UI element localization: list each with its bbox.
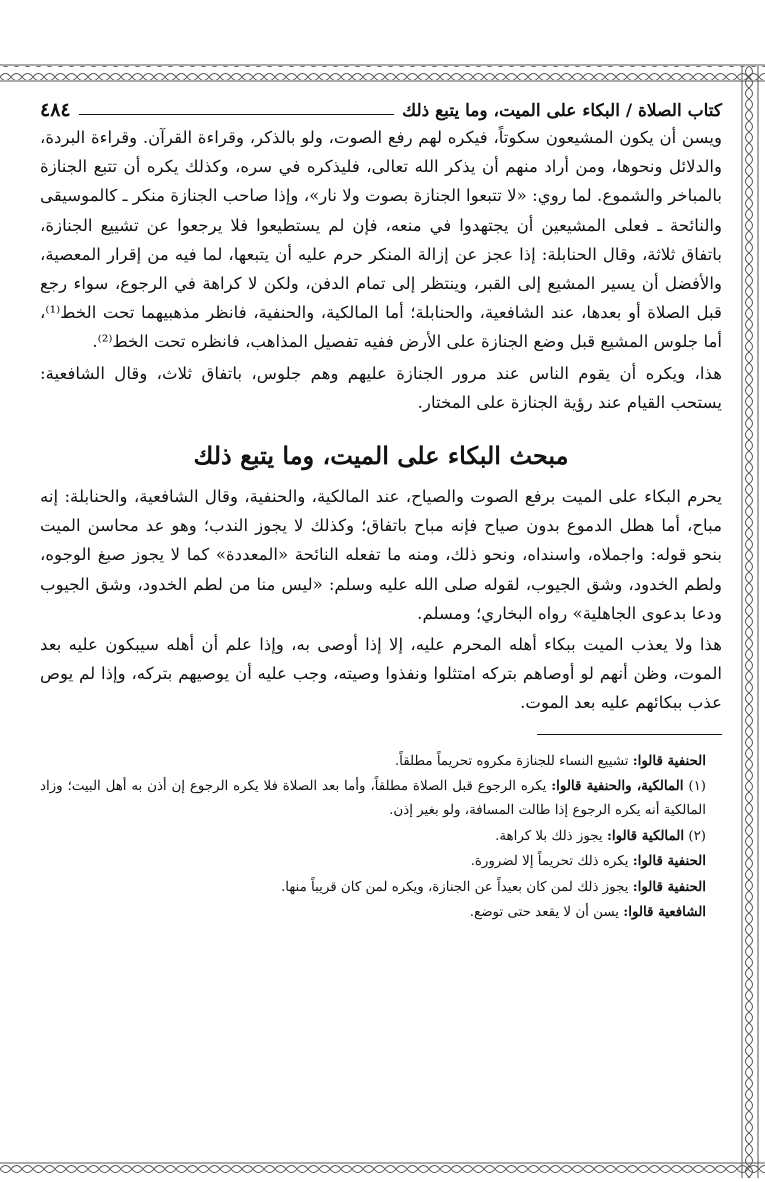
footnote-4-label: الحنفية قالوا: — [632, 878, 706, 895]
footnote-2 — [40, 824, 722, 849]
footnote-4-text: يجوز ذلك لمن كان بعيداً عن الجنازة، ويكره لمن كان قريباً منها. — [281, 879, 629, 895]
footnote-1-text: يكره الرجوع قبل الصلاة مطلقاً، وأما بعد الصلاة فلا يكره الرجوع إن أذن به أهل البيت؛ وزاد المالكية أنه يكره الرجوع إذا طالت المسافة، ولو بغير إذن. — [40, 779, 706, 819]
body-paragraph-1: ويسن أن يكون المشيعون سكوتاً، فيكره لهم رفع الصوت، ولو بالذكر، وقراءة القرآن. وقراءة البردة، والدلائل ونحوها، ومن أراد منهم أن يذكر الله تعالى، فليذكره في سره، وكذلك يكره أن تتبع الجنازة بالمباخر والشموع. لما روي: «لا تتبعوا الجنازة بصوت ولا نار»، وإذا صاحب الجنازة منكر ـ كالموسيقى والنائحة ـ فعلى المشيعين أن يجتهدوا في منعه، فإن لم يستطيعوا فلا يرجعوا عن تشييع الجنازة، باتفاق ثلاثة، وقال الحنابلة: إذا عجز عن إزالة المنكر حرم عليه أن يتبعها، لما فيه من إقرار المعصية، والأفضل أن يسير المشيع إلى القبر، وينتظر إلى تمام الدفن، ولكن لا كراهة في الرجوع، سواء رجع قبل الصلاة أو بعدها، عند الشافعية، والحنابلة؛ أما المالكية، والحنفية، فانظر مذهبيهما تحت الخط⁽¹⁾، أما جلوس المشيع قبل وضع الجنازة على الأرض ففيه تفصيل المذاهب، فانظره تحت الخط⁽²⁾. — [40, 128, 722, 352]
footnote-3-text: يكره ذلك تحريماً إلا لضرورة. — [470, 854, 629, 870]
footnote-0 — [40, 749, 722, 774]
body-paragraph-3: يحرم البكاء على الميت برفع الصوت والصياح، عند المالكية، والحنفية، وقال الشافعية، والحنابلة: إنه مباح، أما هطل الدموع بدون صياح فإنه مباح باتفاق؛ وكذلك لا يجوز الندب؛ وهو عد محاسن الميت بنحو قوله: واجملاه، واسنداه، ونحو ذلك، ومنه ما تفعله النائحة «المعددة» كما لا يجوز صبغ الوجوه، ولطم الخدود، وشق الجيوب، لقوله صلى الله عليه وسلم: «ليس منا من لطم الخدود، وشق الجيوب ودعا بدعوى الجاهلية» رواه البخاري؛ ومسلم. — [40, 487, 722, 623]
footnote-5 — [40, 900, 722, 925]
footnote-4 — [40, 875, 722, 900]
body-paragraph-2: هذا، ويكره أن يقوم الناس عند مرور الجنازة عليهم وهم جلوس، باتفاق ثلاث، وقال الشافعية: يستحب القيام عند رؤية الجنازة على المختار. — [40, 363, 722, 412]
footnotes — [40, 749, 722, 926]
footnote-1 — [40, 774, 722, 824]
footnote-5-text: يسن أن لا يقعد حتى توضع. — [469, 905, 620, 921]
footnote-5-label: الشافعية قالوا: — [623, 904, 706, 921]
footnote-0-text: تشييع النساء للجنازة مكروه تحريماً مطلقاً. — [394, 753, 629, 769]
footnote-3 — [40, 849, 722, 874]
running-title: كتاب الصلاة / البكاء على الميت، وما يتبع ذلك — [402, 101, 722, 121]
footnote-2-text: يجوز ذلك بلا كراهة. — [495, 828, 603, 844]
footnote-separator — [537, 734, 722, 735]
section-heading: مبحث البكاء على الميت، وما يتبع ذلك — [193, 441, 569, 471]
footnote-1-marker: (١) — [688, 779, 706, 795]
header-rule — [79, 114, 395, 115]
footnote-3-label: الحنفية قالوا: — [632, 853, 706, 870]
running-header — [40, 95, 722, 121]
footnote-1-label: المالكية، والحنفية قالوا: — [551, 778, 684, 795]
page-number: ٤٨٤ — [40, 99, 71, 121]
footnote-0-label: الحنفية قالوا: — [632, 752, 706, 769]
page-content — [40, 95, 722, 926]
footnote-2-marker: (٢) — [688, 828, 706, 844]
body-paragraph-4: هذا ولا يعذب الميت ببكاء أهله المحرم عليه، إلا إذا أوصى به، وإذا علم أن أهله سيبكون عليه بعد الموت، وظن أنهم لو أوصاهم بتركه امتثلوا ونفذوا وصيته، وجب عليه أن يوصيهم بتركه، وإذا لم يوص عذب ببكائهم عليه بعد الموت. — [40, 635, 722, 713]
footnote-2-label: المالكية قالوا: — [606, 827, 685, 844]
